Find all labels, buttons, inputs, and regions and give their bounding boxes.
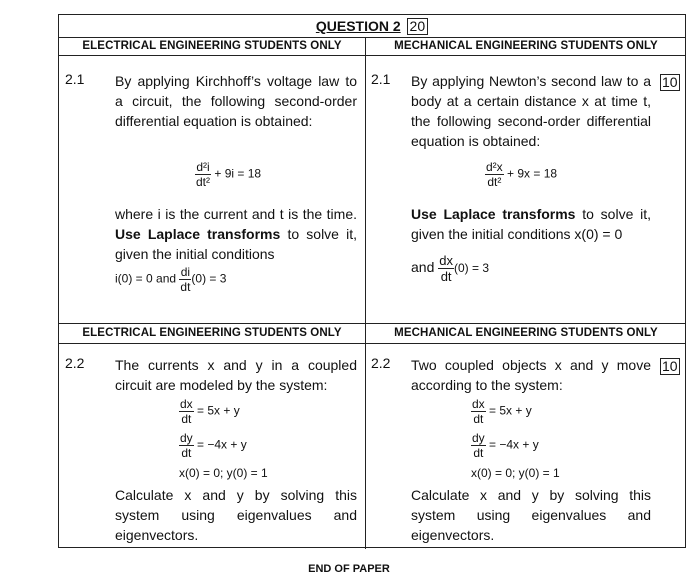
eq-rest: + 9i = 18 xyxy=(214,166,262,181)
question-number: 2.1 xyxy=(65,71,85,87)
question-table xyxy=(58,14,686,548)
q22-right-closing: Calculate x and y by solving this system using eigenvalues and eigenvectors. xyxy=(411,487,651,543)
column-divider xyxy=(365,37,366,549)
eq-numerator: d²i xyxy=(196,160,210,174)
q21-left-intro: By applying Kirchhoff’s voltage law to a circuit, the following second-order differential equation is obtained: xyxy=(115,73,357,129)
electrical-header: ELECTRICAL ENGINEERING STUDENTS ONLY xyxy=(82,327,342,339)
ic-text: (0) = 3 xyxy=(191,271,227,286)
ic-denominator: dt xyxy=(180,280,191,294)
q22-right-ic: x(0) = 0; y(0) = 1 xyxy=(471,466,560,480)
question-number: 2.2 xyxy=(65,355,85,371)
eq-denominator: dt² xyxy=(487,175,502,189)
question-title xyxy=(59,18,685,35)
q21-left-body xyxy=(115,204,357,264)
mechanical-header: MECHANICAL ENGINEERING STUDENTS ONLY xyxy=(394,40,658,52)
question-title-text: QUESTION 2 xyxy=(315,18,401,34)
q21-right-conditions xyxy=(411,253,489,284)
q21-right-intro: By applying Newton’s second law to a body at a certain distance x at time t, the following second-order differential equation is obtained: xyxy=(411,73,651,149)
q21-left-conditions xyxy=(115,265,226,294)
question-number: 2.2 xyxy=(371,355,391,371)
body-text: to solve it, given the initial conditions x(0) = 0 xyxy=(411,206,651,242)
ic-numerator: dx xyxy=(439,253,453,268)
q22-left-eq2 xyxy=(179,431,247,460)
q22-left-eq1 xyxy=(179,397,240,426)
body-text: to solve it, given the initial conditions xyxy=(115,226,358,262)
ic-text: and xyxy=(411,259,435,276)
eq-denominator: dt xyxy=(473,412,484,426)
ic-text: i(0) = 0 and xyxy=(115,271,177,286)
eq-denominator: dt xyxy=(181,446,192,460)
eq-numerator: dx xyxy=(472,397,485,411)
eq-numerator: dy xyxy=(180,431,193,445)
q21-right-body xyxy=(411,204,651,244)
ic-denominator: dt xyxy=(440,269,452,284)
divider xyxy=(59,55,685,56)
body-text: where i is the current and t is the time. xyxy=(115,206,357,222)
question-number: 2.1 xyxy=(371,71,391,87)
eq-rest: = −4x + y xyxy=(197,437,247,452)
q21-right-equation xyxy=(485,160,557,189)
eq-denominator: dt xyxy=(181,412,192,426)
q22-left-ic: x(0) = 0; y(0) = 1 xyxy=(179,466,268,480)
divider xyxy=(59,343,685,344)
total-marks-box: 20 xyxy=(407,18,429,35)
q22-right-eq2 xyxy=(471,431,539,460)
eq-rest: = −4x + y xyxy=(489,437,539,452)
eq-rest: + 9x = 18 xyxy=(507,166,558,181)
q22-left-intro: The currents x and y in a coupled circuit are modeled by the system: xyxy=(115,357,357,393)
marks-box: 10 xyxy=(662,358,678,374)
eq-rest: = 5x + y xyxy=(197,403,240,418)
ic-numerator: di xyxy=(180,265,191,279)
q22-right-intro: Two coupled objects x and y move according to the system: xyxy=(411,357,651,393)
eq-numerator: dy xyxy=(472,431,485,445)
electrical-header: ELECTRICAL ENGINEERING STUDENTS ONLY xyxy=(82,40,342,52)
mechanical-header: MECHANICAL ENGINEERING STUDENTS ONLY xyxy=(394,327,658,339)
body-bold: Use Laplace transforms xyxy=(411,206,576,222)
q21-left-equation xyxy=(195,160,261,189)
eq-denominator: dt² xyxy=(196,175,211,189)
body-bold: Use Laplace transforms xyxy=(115,226,281,242)
ic-text: (0) = 3 xyxy=(453,261,489,276)
eq-numerator: dx xyxy=(180,397,193,411)
eq-rest: = 5x + y xyxy=(489,403,532,418)
eq-denominator: dt xyxy=(473,446,484,460)
q22-right-eq1 xyxy=(471,397,532,426)
marks-box: 10 xyxy=(662,74,678,90)
divider xyxy=(59,323,685,324)
end-of-paper: END OF PAPER xyxy=(308,563,390,575)
eq-numerator: d²x xyxy=(486,160,503,174)
q22-left-closing: Calculate x and y by solving this system using eigenvalues and eigenvectors. xyxy=(115,487,357,543)
divider xyxy=(59,37,685,38)
